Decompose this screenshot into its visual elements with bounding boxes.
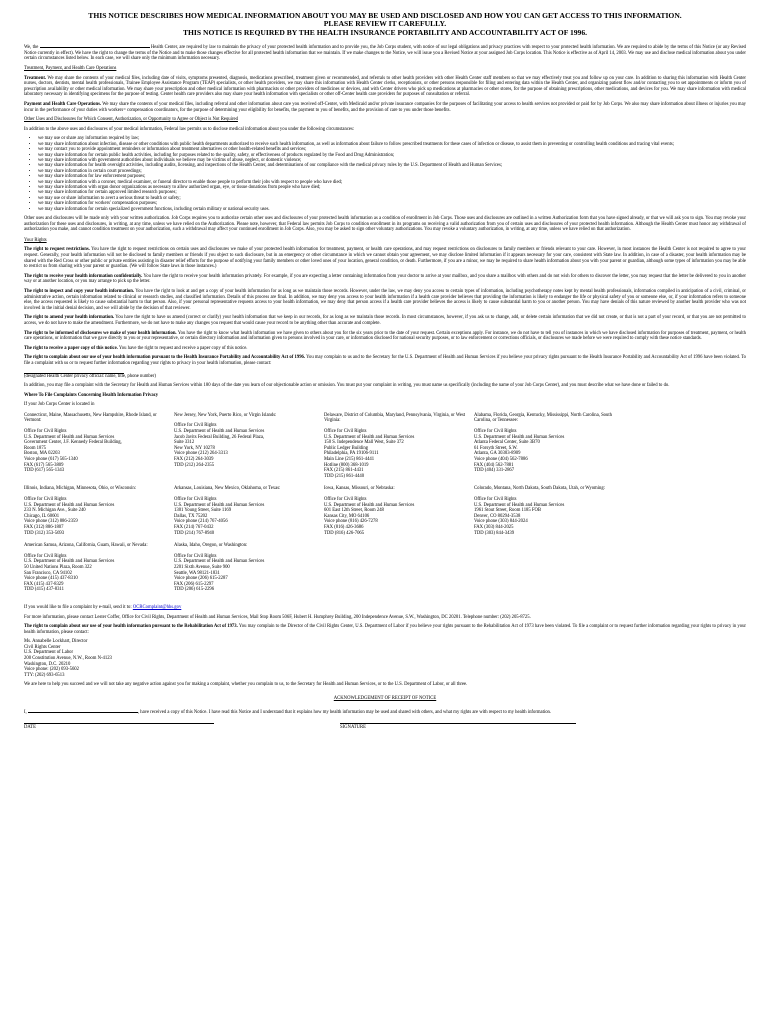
region-block [24,543,174,593]
address-line: Office for Civil Rights [24,497,67,502]
list-item: • we may share information for health oversight activities, including audits, licensing, and inspections of the Health Center, and determinations of our compliance with the medical privacy rules by the U.S. Department of Health and Human Services; [38,163,746,168]
region-block [474,486,624,536]
region-block [174,543,324,593]
privacy-official-caption: (designated Health Center privacy official: name, title, phone number) [24,373,156,379]
region-block [324,486,474,536]
right-text: You have the right to receive your health information privately. For example, if you are expecting a letter containing information from your doctor to arrive at your mailbox, and you share a mailbox with others and do not wish for others to discover the letter, you may request that the letter be delivered to you in another way or at another location, or you may arrange to pick up the letter. [24,273,746,285]
rehab-address [24,639,746,678]
address-line: FAX (404) 562-7881 [474,462,514,468]
address-line: FAX (215) 861-4431 [324,468,364,474]
right-text: You have the right to have us amend (correct or clarify) your health information that we keep in our records, for as long as we maintain those records. In most circumstances, however, if you ask us to change, add, or delete certain information that we did not create, or that is not a part of your record, or that you are not permitted to access, we do not have to make the amendment. Furthermore, we do not have to make any changes you request that would cause your record to be anything other than accurate and complete. [24,315,747,326]
complaints-heading [24,393,746,399]
complaints-title: Where To File Complaints Concerning Health Information Privacy [24,392,159,398]
other-uses-list [24,136,746,212]
region-block [174,486,324,536]
region-block [474,413,624,480]
list-item: • we may share information for certain specialized government functions, including certain military or national security uses. [38,207,746,212]
address-line: Philadelphia, PA 19106-9111 [324,451,379,457]
right-text: You have the right to know what health information we have given to others about you for the six years prior to the date of your request. Certain exceptions apply. For instance, we do not have to tell you of instances in which we have disclosed information for purposes of treatment, payment, or health care operations, or information that we gave directly to you or your representative, or certain directory information and information given to persons involved in your care, or information disclosed for national security purposes, or to law enforcement or corrections officials, or disclosures we made before we were required to comply with these notice standards. [24,330,747,342]
right-paper-copy [24,346,746,352]
address-line: 150 S. Independence Mall West, Suite 372 [324,440,404,446]
date-block [24,723,340,731]
address-line: Voice phone (214) 767-4056 [174,519,228,525]
region-block [324,413,474,480]
address-line: TDD (215) 861-4440 [324,473,365,479]
region-states: Colorado, Montana, North Dakota, South Dakota, Utah, or Wyoming: [474,486,605,492]
student-name-blank[interactable] [28,708,138,713]
address-line: 200 Constitution Avenue, N.W., Room N-4123 [24,656,112,662]
right-label: The right to be informed of disclosures we make of your health information. [24,330,177,336]
address-line: Voice phone (212) 264-3313 [174,451,228,457]
region-block [174,413,324,480]
list-item: • we may use or share any information required by law; [38,136,746,141]
address-line: FAX (206) 615-2297 [174,581,214,587]
complaints-intro: If your Job Corps Center is located in [24,402,95,408]
address-line: Office for Civil Rights [174,497,217,502]
signature-row [24,723,746,731]
address-line: Main Line (215) 861-4441 [324,457,375,463]
address-line: Office for Civil Rights [324,497,367,502]
address-line: Voice phone (415) 437-8310 [24,576,78,582]
signature-line[interactable] [340,723,576,724]
list-item: • we may contact you to provide appointment reminders or information about treatment alternatives or other health-related benefits and services; [38,147,746,152]
address-line: Atlanta Federal Center, Suite 3B70 [474,440,540,446]
address-line: New York, NY 10278 [174,445,215,451]
address-line: TDD (312) 353-5693 [24,530,65,536]
address-line: 50 United Nations Plaza, Room 322 [24,564,92,570]
region-states: American Samoa, Arizona, California, Guam, Hawaii, or Nevada: [24,543,148,549]
treatment-label: Treatment. [24,75,47,81]
regions-grid [24,413,746,600]
address-line: Voice phone (617) 565-1340 [24,457,78,463]
address-line: Washington, D.C. 20210 [24,661,71,667]
address-line: FAX (303) 844-2025 [474,524,514,530]
list-item: • we may use or share information to avert a serious threat to health or safety; [38,196,746,201]
acknowledgement-paragraph [24,708,746,716]
acknowledgement-heading: ACKNOWLEDGEMENT OF RECEIPT OF NOTICE [333,696,437,702]
region-states: Iowa, Kansas, Missouri, or Nebraska: [324,486,395,492]
intro-text: Health Center, are required by law to maintain the privacy of your protected health information and to provide you, the Job Corps student, with notice of our legal obligations and privacy practices with respect to your protected health information. We are required to abide by the terms of this Notice (or any Revised Notice currently in effect). We have the right to change the terms of the Notice and to make those changes effective for all protected health information that we maintain. If we make changes to the Notice, we will issue you a Revised Notice at your assigned Job Corps location. This Notice is effective as of April 14, 2003. We may use and disclose medical information about you under certain circumstances listed below. In each case, we will share only the minimum information necessary. [24,45,747,62]
address-line: FAX (212) 264-3039 [174,457,214,463]
address-line: Voice phone (206) 615-2287 [174,576,228,582]
secretary-paragraph: In addition, you may file a complaint with the Secretary for Health and Human Services within 180 days of the date you learn of our objectionable action or omission. You must put your complaint in writing, you must name us specifically (including the name of your Job Corps Center), and you must describe what we have done or failed to do. [24,383,670,389]
address-line: Government Center, J.F. Kennedy Federal Building, [24,440,122,446]
address-line: TDD (214) 767-8940 [174,530,215,536]
address-line: TDD (415) 437-8311 [24,587,64,593]
email-paragraph [24,605,746,611]
address-line: TDD (617) 565-1343 [24,468,65,474]
payment-paragraph [24,102,746,113]
intro-paragraph [24,43,746,62]
address-line: Civil Rights Center [24,644,61,650]
email-prefix: If you would like to file a complaint by e-mail, send it to: [24,604,132,610]
right-label: The right to receive your health information confidentially. [24,273,143,279]
other-uses-lead: In addition to the above uses and disclosures of your medical information, Federal law permits us to disclose medical information about you under the following circumstances: [24,126,355,132]
address-line: U.S. Department of Health and Human Services [474,502,565,508]
address-line: Office for Civil Rights [174,553,217,559]
address-line: U.S. Department of Health and Human Services [174,502,265,508]
address-line: FAX (415) 437-8329 [24,581,64,587]
region-states: Delaware, District of Columbia, Maryland, Pennsylvania, Virginia, or West Virginia: [324,412,466,424]
region-states: New Jersey, New York, Puerto Rico, or Virgin Islands: [174,412,277,418]
address-line: FAX (312) 886-1807 [24,524,64,530]
payment-text: We may share the contents of your medical files, including referral and other information about care you received off-Center, with Medicaid and/or private insurance companies for the purposes of facilitating your access to health services not provided or paid for by Job Corps. We also may share information about illness or injuries you may incur in the performance of your duties with workers= compensation coordinators, for the purpose of determining your eligibility for benefits, the payment to you of benefits, and the provision of care to you under those benefits. [24,101,746,113]
ack-text: , have received a copy of this Notice. I have read this Notice and I understand that it explains how my health information may be used and shared with others, and what my rights are with respect to my health information. [137,709,552,715]
right-restrictions [24,247,746,269]
list-item: • we may share information about infection, disease or other conditions with public health departments authorized to receive such health information, as well as information about failure to follow prescribed treatments for these cases of infection or disease, to assist them in preventing or controlling health conditions and tracing vital events; [38,142,746,147]
right-label: The right to receive a paper copy of this notice. [24,345,118,351]
address-line: TDD (212) 264-2355 [174,462,215,468]
health-center-name-blank[interactable] [40,43,150,48]
right-text: You have the right to request and receive a paper copy of this notice. [118,345,248,351]
right-disclosures [24,331,746,342]
region-block [24,413,174,480]
notice-title-line-2: PLEASE REVIEW IT CAREFULLY. [323,19,447,29]
region-states: Connecticut, Maine, Massachusetts, New Hampshire, Rhode Island, or Vermont: [24,412,157,424]
right-text: You may complain to us and to the Secretary for the U.S. Department of Health and Human Services if you believe your privacy rights pursuant to the Health Insurance Portability and Accountability Act of 1996 have been violated. To file a complaint with us or to request further information regarding your rights to privacy in your health information, please contact: [24,355,746,366]
address-line: Office for Civil Rights [324,429,367,435]
other-uses-closing: Other uses and disclosures will be made only with your written authorization. Job Corps requires you to authorize certain other uses and disclosures of your protected health information as a condition of enrollment in Job Corps. Those uses and disclosures are outlined in a written Authorization form that you have signed already, or that we will ask you to sign. You may revoke your authorization for these uses and disclosures, in writing, at any time, unless we have relied on the Authorization. Please note, however, that Federal law permits Job Corps to condition enrollment in its programs on receiving a valid authorization from you of certain uses and disclosures of your protected health information. Although the Health Center must honor any withdrawal of authorization you make, and cannot condition treatment on your authorization, such a withdrawal may affect your continued enrollment in Job Corps. Also, you may be asked to sign other voluntary authorizations. You may revoke a voluntary authorization, in writing, at any time, unless we have relied on that authorization. [24,216,746,233]
address-line: U.S. Department of Health and Human Services [174,559,265,565]
region-states: Arkansas, Louisiana, New Mexico, Oklahoma, or Texas: [174,486,281,492]
address-line: FAX (214) 767-0432 [174,524,214,530]
address-line: U.S. Department of Health and Human Services [474,434,565,440]
address-line: U.S. Department of Health and Human Services [324,502,415,508]
address-line: U.S. Department of Labor [24,650,74,656]
region-states: Alaska, Idaho, Oregon, or Washington: [174,543,248,549]
address-line: Voice phone (312) 886-2359 [24,519,78,525]
address-line: 1961 Stout Street, Room 1185 FOB [474,508,542,514]
address-line: Voice phone (404) 562-7886 [474,457,528,463]
address-line: Room 1875 [24,445,47,451]
address-line: Office for Civil Rights [474,497,517,502]
address-line: Seattle, WA 98121-1831 [174,570,220,576]
list-item: • we may share information for certain approved limited research purposes; [38,190,746,195]
notice-title-line-3: THIS NOTICE IS REQUIRED BY THE HEALTH INSURANCE PORTABILITY AND ACCOUNTABILITY ACT OF 1996. [182,27,588,37]
signature-label: SIGNATURE [340,725,367,731]
closing-paragraph: We are here to help you succeed and we will not take any negative action against you for making a complaint, whether you complain to us, to the Secretary for Health and Human Services, or to the U.S. Department of Labor, or all three. [24,682,468,688]
rehab-text: You may complain to the Director of the Civil Rights Center, U.S. Department of Labor if you believe your rights pursuant to the Rehabilitation Act of 1973 have been violated. To file a complaint or to request further information regarding your rights to privacy in your health information, please contact: [24,624,746,635]
address-line: Suite 3312 [174,440,195,446]
right-inspect [24,289,746,311]
right-label: The right to request restrictions. [24,247,90,253]
list-item: • we may share information in certain court proceedings; [38,169,746,174]
ack-prefix: I, [24,709,27,715]
rehab-label: The right to complain about our use of your health information pursuant to the Rehabilitation Act of 1973. [24,624,238,630]
address-line: Jacob Javits Federal Building, 26 Federal Plaza, [174,434,265,440]
address-line: U.S. Department of Health and Human Services [174,429,265,435]
right-label: The right to amend your health information. [24,315,115,321]
address-line: TDD (404) 331-2867 [474,468,515,474]
address-line: Voice phone: (202) 693-5602 [24,667,79,673]
address-line: San Francisco, CA 94102 [24,570,72,576]
email-link[interactable]: OCRComplaint@hhs.gov [132,604,182,610]
list-item: • we may share information for certain public health activities, including for purposes related to the quality, safety, or effectiveness of products regulated by the Food and Drug Administration; [38,153,746,158]
list-item: • we may share information for law enforcement purposes; [38,174,746,179]
address-line: Denver, CO 80294-3538 [474,513,521,519]
address-line: Dallas, TX 75202 [174,513,208,519]
tpo-heading: Treatment, Payment, and Health Care Operations [24,66,117,71]
address-line: Hotline (800) 368-1019 [324,462,369,468]
address-line: 1301 Young Street, Suite 1169 [174,508,232,514]
address-line: FAX (617) 565-3809 [24,462,64,468]
notice-title-line-1: THIS NOTICE DESCRIBES HOW MEDICAL INFORMATION ABOUT YOU MAY BE USED AND DISCLOSED AND HOW YOU CAN GET ACCESS TO THIS INFORMATION. [88,11,682,20]
more-info-paragraph: For more information, please contact Lester Coffer, Office for Civil Rights, Department of Health and Human Services, Mail Stop Room 506F, Hubert H. Humphrey Building, 200 Independence Avenue, S.W., Washington, DC 20201. Telephone number: (202) 205-8725. [24,614,531,620]
address-line: TDD (816) 426-7065 [324,530,365,536]
date-label: DATE [24,725,36,731]
notice-page [24,0,746,731]
right-label: The right to complain about our use of your health information pursuant to the Health Insurance Portability and Accountability Act of 1996. [24,355,306,361]
treatment-text: We may share the contents of your medical files, including date of visits, symptoms presented, diagnosis, medications prescribed, treatment given or recommended, and referrals to other health providers with other Health Center staff members so that we may effectively treat you and follow up on your care. In addition to sharing this information with Health Center nurses, doctors, dentists, mental health professionals, Trainee Employee Assistance Program (TEAP) specialists, or other health providers, we may share this information with Health Center clerks, receptionists, or other persons responsible for filing and entering data within the Health Center, and organizing patient flow and/or contacting you to set appointments or inform you of prescription availability or other medical information. We may share your prescription and other medical information with pharmacists or other providers of medicines or devices, and with Center drivers who pick up medications at pharmacies or other stores, for the purpose of obtaining prescriptions, other medications, and devices for you. We may share information with medical laboratory necessary in identifying specimens for the purpose of testing. Center health care providers also may share your health information with specialists or other off-Center health care providers for purposes of consultation or referral. [24,75,746,98]
address-line: Kansas City, MO 64106 [324,513,370,519]
right-confidential [24,274,746,285]
address-line: Public Ledger Building [324,445,369,451]
region-block [24,486,174,536]
right-text: You have the right to look at and get a copy of your health information for as long as we maintain those records. However, under the law, we may deny you access to certain types of information, including psychotherapy notes kept by mental health professionals, information compiled in anticipation of a civil, criminal, or administrative action, certain information related to clinical or research studies, and classified information. Details of this process are final. In addition, we may deny you access to your health information if a health care provider believes that providing the information is likely to endanger the life or physical safety of you or someone else, or, if your information refers to someone else, the access requested is likely to cause substantial harm to that person. Also, if your personal representative requests access to your health information, we may deny that person access if a health care provider believes the access is likely to cause substantial harm to you or another person. You may have denials of this nature reviewed by another health provider who was not involved in the initial denial decision, and we will abide by the decision of that reviewer. [24,288,746,311]
address-line: U.S. Department of Health and Human Services [24,559,115,565]
treatment-paragraph [24,76,746,98]
list-item: • we may share information for workers' compensation purposes; [38,201,746,206]
region-states: Alabama, Florida, Georgia, Kentucky, Mississippi, North Carolina, South Carolina, or Tennessee: [474,412,613,424]
address-line: Boston, MA 02203 [24,451,60,457]
right-text: You have the right to request restrictions on certain uses and disclosures we make of your protected health information for treatment, payment, or health care operations, and may request restrictions on disclosures to family members or friends relevant to your care. However, in most instances the Health Center is not required to agree to your request. Generally, your health information will not be disclosed to family members or friends if you object to such disclosure, but in an emergency or other circumstance in which we cannot obtain your agreement, we may disclose limited information if it appears necessary for your care, consistent with State law. In addition, in case of a disaster, your health information may be shared with the Red Cross or other public or private entities assisting in disaster relief efforts for the purpose of notifying your family members or other loved ones of your location, general condition, or death. Furthermore, if you are a minor, we may be required to share health information about you with your parent or guardian, although some types of information you may be able to restrict us from sharing with your parent or guardian. (We will follow State laws in those instances.) [24,247,746,270]
address-line: Office for Civil Rights [474,429,517,435]
address-line: Voice phone (303) 844-2024 [474,519,528,525]
region-states: Illinois, Indiana, Michigan, Minnesota, Ohio, or Wisconsin: [24,486,137,492]
address-line: FAX (816) 426-3686 [324,524,364,530]
address-line: TDD (303) 844-3439 [474,530,515,536]
date-line[interactable] [24,723,214,724]
list-item: • we may share information with organ donor organizations as necessary to allow authorized organ, eye, or tissue donations from people who have died; [38,185,746,190]
right-amend [24,315,746,326]
rights-heading: Your Rights [24,237,47,243]
rehab-paragraph [24,624,746,635]
address-line: 2201 Sixth Avenue, Suite 900 [174,564,230,570]
address-line: 601 East 12th Street, Room 248 [324,508,384,514]
right-label: The right to inspect and copy your health information. [24,288,135,294]
address-line: Office for Civil Rights [24,429,67,435]
address-line: Voice phone (816) 426-7278 [324,519,378,525]
address-line: TTY: (202) 693-6513 [24,672,65,678]
payment-label: Payment and Health Care Operations. [24,101,102,107]
address-line: U.S. Department of Health and Human Services [324,434,415,440]
address-line: Office for Civil Rights [24,553,67,559]
address-line: Atlanta, GA 30303-8909 [474,451,521,457]
intro-we: We, the [24,45,39,51]
signature-block [340,723,576,731]
address-line: 61 Forsyth Street, S.W. [474,445,518,451]
address-line: TDD (206) 615-2296 [174,587,215,593]
address-line: U.S. Department of Health and Human Services [24,434,115,440]
list-item: • we may share information with a coroner, medical examiner, or funeral director to enable those people to perform their jobs with respect to people who have died; [38,180,746,185]
address-line: U.S. Department of Health and Human Services [24,502,115,508]
address-line: Office for Civil Rights [174,423,217,429]
other-uses-heading: Other Uses and Disclosures for Which Consent, Authorization, or Opportunity to Agree or Object is Not Required [24,117,238,123]
address-line: 233 N. Michigan Ave., Suite 240 [24,508,86,514]
list-item: • we may share information with government authorities about individuals we believe may be victims of abuse, neglect, or domestic violence; [38,158,746,163]
right-complain-hipaa [24,355,746,366]
address-line: Ms. Annabelle Lockhart, Director [24,639,88,645]
address-line: Chicago, IL 60601 [24,513,60,519]
